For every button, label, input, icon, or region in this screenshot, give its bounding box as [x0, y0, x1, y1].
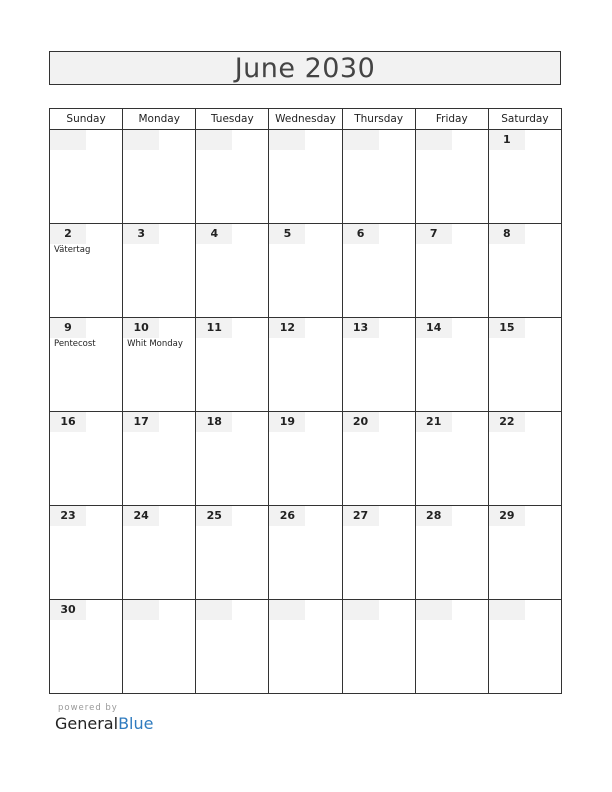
day-number: 30	[50, 600, 86, 620]
day-number: 14	[416, 318, 452, 338]
calendar-week-row	[50, 224, 562, 318]
calendar-day-cell	[269, 506, 342, 600]
day-number: 11	[196, 318, 232, 338]
day-number: 12	[269, 318, 305, 338]
day-number	[123, 130, 159, 150]
page-title: June 2030	[234, 52, 376, 84]
day-number: 28	[416, 506, 452, 526]
calendar-day-cell	[488, 412, 561, 506]
calendar-day-cell	[415, 506, 488, 600]
day-number	[489, 600, 525, 620]
calendar-day-cell	[196, 600, 269, 694]
day-number	[196, 600, 232, 620]
day-number: 7	[416, 224, 452, 244]
day-number: 13	[343, 318, 379, 338]
calendar-day-cell	[50, 412, 123, 506]
holiday-label: Vätertag	[54, 245, 91, 255]
weekday-header-saturday: Saturday	[488, 109, 561, 130]
calendar-day-cell	[415, 600, 488, 694]
calendar-grid	[49, 108, 562, 694]
calendar-title-box	[49, 51, 561, 85]
day-number: 9	[50, 318, 86, 338]
weekday-header-monday: Monday	[123, 109, 196, 130]
day-number: 29	[489, 506, 525, 526]
calendar-week-row	[50, 412, 562, 506]
day-number	[269, 600, 305, 620]
day-number: 23	[50, 506, 86, 526]
calendar-day-cell	[342, 412, 415, 506]
day-number	[416, 130, 452, 150]
calendar-day-cell	[415, 318, 488, 412]
calendar-day-cell	[196, 318, 269, 412]
calendar-day-cell	[269, 318, 342, 412]
weekday-header-thursday: Thursday	[342, 109, 415, 130]
day-number: 21	[416, 412, 452, 432]
day-number: 10	[123, 318, 159, 338]
calendar-day-cell	[50, 600, 123, 694]
calendar-day-cell	[123, 412, 196, 506]
calendar-day-cell	[269, 600, 342, 694]
day-number	[343, 130, 379, 150]
calendar-day-cell	[50, 130, 123, 224]
brand-general-text: General	[55, 714, 119, 733]
generalblue-logo	[55, 714, 153, 733]
calendar-day-cell	[488, 130, 561, 224]
day-number: 2	[50, 224, 86, 244]
weekday-header-sunday: Sunday	[50, 109, 123, 130]
day-number: 22	[489, 412, 525, 432]
weekday-header-tuesday: Tuesday	[196, 109, 269, 130]
day-number: 25	[196, 506, 232, 526]
day-number: 18	[196, 412, 232, 432]
day-number	[269, 130, 305, 150]
day-number: 19	[269, 412, 305, 432]
calendar-day-cell	[342, 130, 415, 224]
weekday-header-row	[50, 109, 562, 130]
calendar-day-cell	[50, 506, 123, 600]
weekday-header-friday: Friday	[415, 109, 488, 130]
calendar-body	[50, 130, 562, 694]
day-number: 16	[50, 412, 86, 432]
day-number: 4	[196, 224, 232, 244]
calendar-week-row	[50, 506, 562, 600]
day-number: 24	[123, 506, 159, 526]
day-number: 3	[123, 224, 159, 244]
day-number: 27	[343, 506, 379, 526]
day-number	[50, 130, 86, 150]
calendar-day-cell	[415, 224, 488, 318]
brand-blue-text: Blue	[118, 714, 154, 733]
day-number: 1	[489, 130, 525, 150]
calendar-day-cell	[196, 412, 269, 506]
calendar-day-cell	[342, 224, 415, 318]
day-number: 20	[343, 412, 379, 432]
calendar-day-cell	[415, 130, 488, 224]
calendar-day-cell	[488, 600, 561, 694]
calendar-day-cell	[269, 224, 342, 318]
calendar-day-cell	[123, 130, 196, 224]
calendar-day-cell	[50, 318, 123, 412]
day-number: 15	[489, 318, 525, 338]
day-number	[343, 600, 379, 620]
calendar-day-cell	[342, 506, 415, 600]
calendar-day-cell	[196, 130, 269, 224]
day-number: 6	[343, 224, 379, 244]
calendar-day-cell	[196, 224, 269, 318]
calendar-day-cell	[123, 506, 196, 600]
calendar-day-cell	[269, 412, 342, 506]
holiday-label: Pentecost	[54, 339, 96, 349]
calendar-day-cell	[123, 224, 196, 318]
calendar-day-cell	[488, 224, 561, 318]
day-number	[123, 600, 159, 620]
calendar-week-row	[50, 318, 562, 412]
calendar-day-cell	[488, 506, 561, 600]
calendar-day-cell	[415, 412, 488, 506]
calendar-week-row	[50, 130, 562, 224]
calendar-day-cell	[488, 318, 561, 412]
calendar-week-row	[50, 600, 562, 694]
holiday-label: Whit Monday	[127, 339, 183, 349]
day-number: 8	[489, 224, 525, 244]
day-number	[416, 600, 452, 620]
calendar-day-cell	[269, 130, 342, 224]
calendar-day-cell	[342, 600, 415, 694]
day-number: 26	[269, 506, 305, 526]
calendar-day-cell	[196, 506, 269, 600]
powered-by-label: powered by	[58, 703, 118, 713]
day-number	[196, 130, 232, 150]
day-number: 5	[269, 224, 305, 244]
weekday-header-wednesday: Wednesday	[269, 109, 342, 130]
calendar-day-cell	[123, 318, 196, 412]
day-number: 17	[123, 412, 159, 432]
calendar-day-cell	[342, 318, 415, 412]
calendar-day-cell	[50, 224, 123, 318]
calendar-day-cell	[123, 600, 196, 694]
